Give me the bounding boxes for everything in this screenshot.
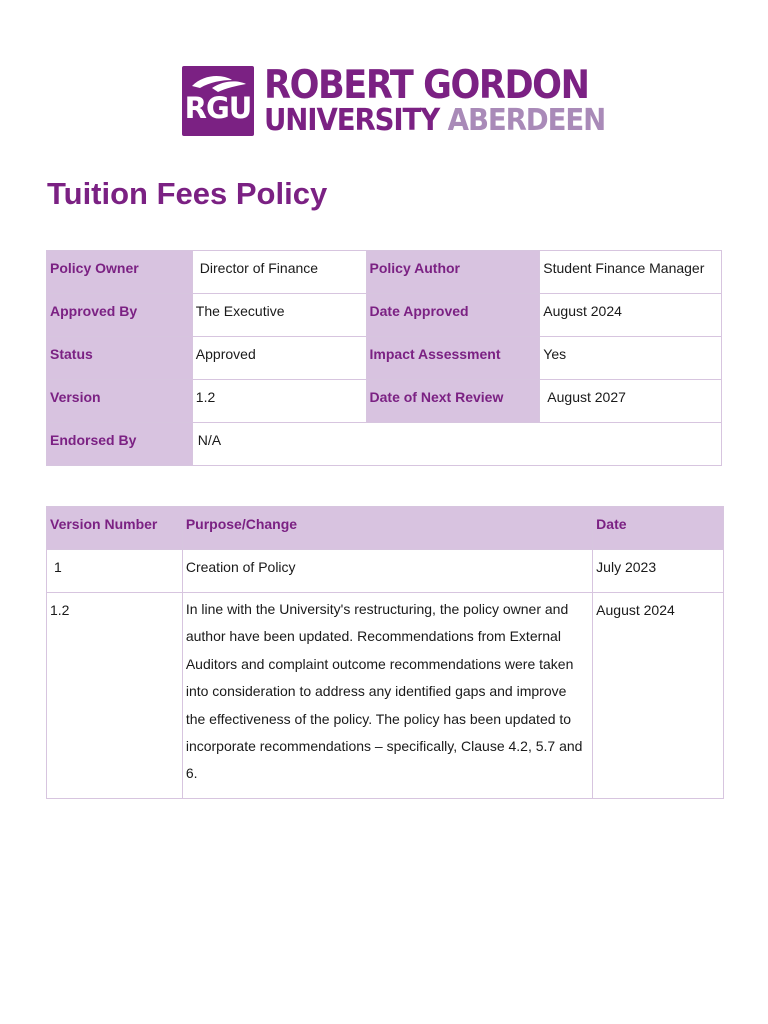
version-label-cell: Version — [47, 380, 193, 423]
status-label-cell: Status — [47, 337, 193, 380]
table-row — [47, 550, 724, 593]
version-number-cell: 1 — [47, 550, 183, 593]
table-row — [47, 593, 724, 799]
approved-by-value-cell: The Executive — [192, 294, 366, 337]
table-header-row — [47, 507, 724, 550]
logo-university-word: UNIVERSITY — [264, 103, 440, 138]
table-row — [47, 423, 722, 466]
table-row — [47, 294, 722, 337]
next-review-label-cell: Date of Next Review — [366, 380, 540, 423]
logo-aberdeen-word: ABERDEEN — [447, 103, 606, 138]
policy-owner-value-cell: Director of Finance — [192, 251, 366, 294]
table-row — [47, 380, 722, 423]
date-approved-value-cell: August 2024 — [540, 294, 722, 337]
logo-badge-text: RGU — [184, 91, 252, 125]
table-row — [47, 337, 722, 380]
version-history-table — [46, 506, 724, 799]
policy-metadata-table — [46, 250, 722, 466]
version-number-cell: 1.2 — [47, 593, 183, 799]
endorsed-by-value-cell: N/A — [192, 423, 721, 466]
version-value-cell: 1.2 — [192, 380, 366, 423]
endorsed-by-label-cell: Endorsed By — [47, 423, 193, 466]
purpose-cell: Creation of Policy — [182, 550, 592, 593]
table-row — [47, 251, 722, 294]
column-header: Purpose/Change — [182, 507, 592, 550]
policy-author-value-cell: Student Finance Manager — [540, 251, 722, 294]
impact-label-cell: Impact Assessment — [366, 337, 540, 380]
logo-name-line: ROBERT GORDON — [264, 63, 589, 108]
university-logo — [182, 63, 635, 138]
date-approved-label-cell: Date Approved — [366, 294, 540, 337]
rgu-badge — [182, 66, 254, 136]
impact-value-cell: Yes — [540, 337, 722, 380]
next-review-value-cell: August 2027 — [540, 380, 722, 423]
policy-author-label-cell: Policy Author — [366, 251, 540, 294]
page-title: Tuition Fees Policy — [47, 176, 328, 211]
logo-location-line — [264, 103, 606, 138]
approved-by-label-cell: Approved By — [47, 294, 193, 337]
purpose-cell: In line with the University's restructuring, the policy owner and author have been updated. Recommendations from External Auditors and complaint outcome recommendations were taken into consideration to address any identified gaps and improve the effectiveness of the policy. The policy has been updated to incorporate recommendations – specifically, Clause 4.2, 5.7 and 6. — [182, 593, 592, 799]
policy-owner-label-cell: Policy Owner — [47, 251, 193, 294]
column-header: Version Number — [47, 507, 183, 550]
date-cell: August 2024 — [593, 593, 724, 799]
status-value-cell: Approved — [192, 337, 366, 380]
date-cell: July 2023 — [593, 550, 724, 593]
column-header: Date — [593, 507, 724, 550]
